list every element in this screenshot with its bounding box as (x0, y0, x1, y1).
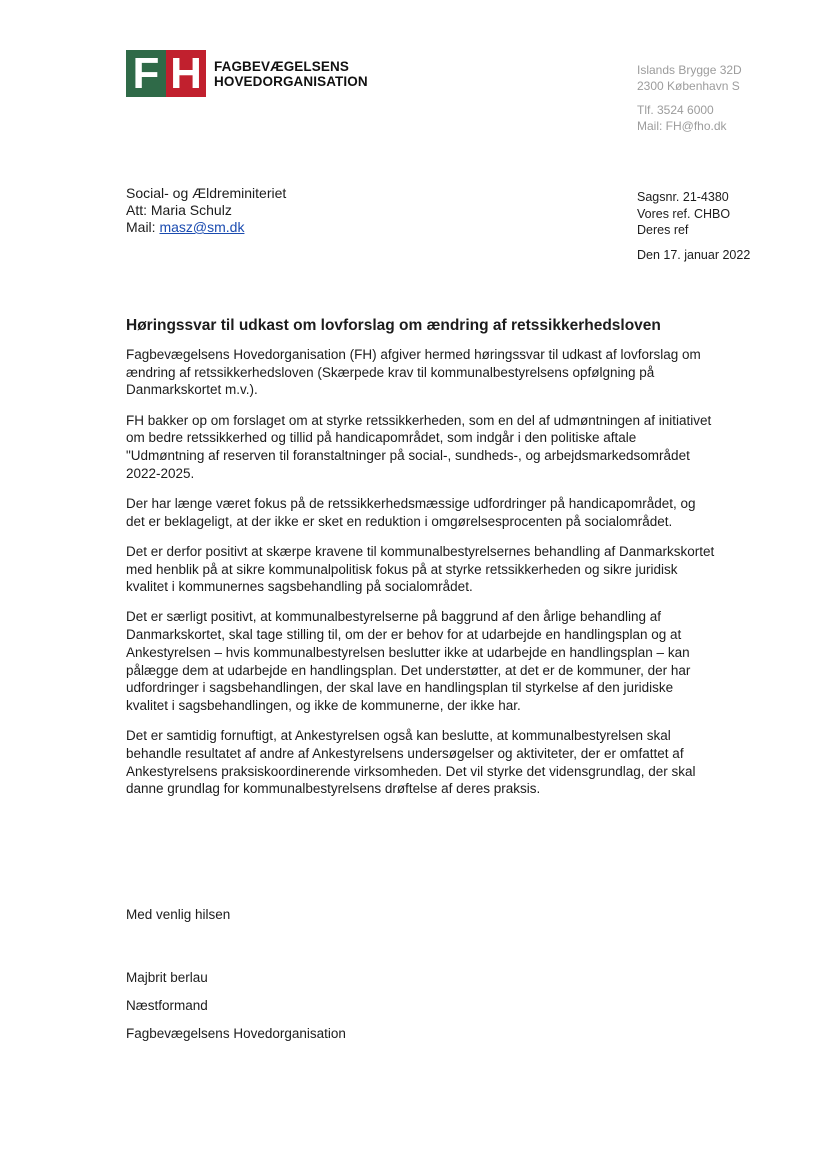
logo-wordmark (214, 59, 368, 89)
signer-title: Næstformand (126, 998, 208, 1013)
organization-contact (637, 62, 742, 134)
recipient-mail-link[interactable]: masz@sm.dk (159, 219, 245, 235)
org-mail: Mail: FH@fho.dk (637, 119, 727, 133)
logo-line-1: FAGBEVÆGELSENS (214, 58, 349, 74)
body-paragraph: Der har længe været fokus på de retssikkerhedsmæssige udfordringer på handicapområdet, og det er beklageligt, at der ikke er sket en reduktion i omgørelsesprocenten på socialområdet. (126, 495, 696, 529)
body-paragraph: FH bakker op om forslaget om at styrke retssikkerheden, som en del af udmøntningen af initiativet om bedre retssikkerhed og tillid på handicapområdet, som indgår i den politiske aftale "Udmøntning af reserven til foranstaltninger på social-, sundheds-, og arbejdsmarkedsområdet 2022-2025. (126, 412, 712, 481)
recipient-mail-line (126, 219, 286, 236)
body-paragraph: Det er derfor positivt at skærpe kravene til kommunalbestyrelsernes behandling af Danmarkskortet med henblik på at sikre kommunalpolitisk fokus på at styrke retssikkerheden og sikre juridisk kvalitet i kommunernes sagsbehandling på socialområdet. (126, 543, 715, 595)
letter-body (126, 346, 716, 810)
org-address-line-1: Islands Brygge 32D (637, 63, 742, 77)
logo-letter-f: F (126, 50, 166, 97)
letter-subject: Høringssvar til udkast om lovforslag om ændring af retssikkerhedsloven (126, 317, 661, 334)
reference-block (637, 189, 730, 239)
org-phone: Tlf. 3524 6000 (637, 103, 714, 117)
letter-date: Den 17. januar 2022 (637, 248, 751, 262)
our-reference: Vores ref. CHBO (637, 206, 731, 221)
fh-logo-mark (126, 50, 206, 97)
org-address-line-2: 2300 København S (637, 79, 740, 93)
signer-name: Majbrit berlau (126, 970, 208, 985)
recipient-block (126, 185, 286, 236)
fh-logo (126, 50, 368, 97)
recipient-att: Att: Maria Schulz (126, 202, 232, 218)
case-number: Sagsnr. 21-4380 (637, 190, 729, 204)
signer-organization: Fagbevægelsens Hovedorganisation (126, 1026, 346, 1041)
body-paragraph: Fagbevægelsens Hovedorganisation (FH) afgiver hermed høringssvar til udkast af lovforslag om ændring af retssikkerhedsloven (Skærpede krav til kommunalbestyrelsens opfølgning på Danmarkskortet m.v.). (126, 347, 701, 398)
signature-block (126, 906, 346, 1042)
closing-greeting: Med venlig hilsen (126, 907, 231, 922)
logo-letter-h: H (166, 50, 206, 97)
recipient-name: Social- og Ældreminiteriet (126, 185, 287, 201)
your-reference: Deres ref (637, 223, 689, 237)
body-paragraph: Det er samtidig fornuftigt, at Ankestyrelsen også kan beslutte, at kommunalbestyrelsen skal behandle resultatet af andre af Ankestyrelsens undersøgelser og aktiviteter, der er omfattet af Ankestyrelsens praksiskoordinerende virksomheden. Det vil styrke det vidensgrundlag, der skal danne grundlag for kommunalbestyrelsens drøftelse af deres praksis. (126, 728, 696, 797)
logo-line-2: HOVEDORGANISATION (214, 73, 368, 89)
body-paragraph: Det er særligt positivt, at kommunalbestyrelserne på baggrund af den årlige behandling af Danmarkskortet, skal tage stilling til, om der er behov for at udarbejde en handlingsplan og at Ankestyrelsen – hvis kommunalbestyrelsen beslutter ikke at udarbejde en handlingsplan – kan pålægge dem at udarbejde en handlingsplan. Det understøtter, at det er de kommuner, der har udfordringer i sagsbehandlingen, der skal lave en handlingsplan til styrkelse af den juridiske kvalitet i sagsbehandlingen, og ikke de kommunerne, der ikke har. (126, 609, 691, 713)
recipient-mail-label: Mail: (126, 219, 156, 235)
